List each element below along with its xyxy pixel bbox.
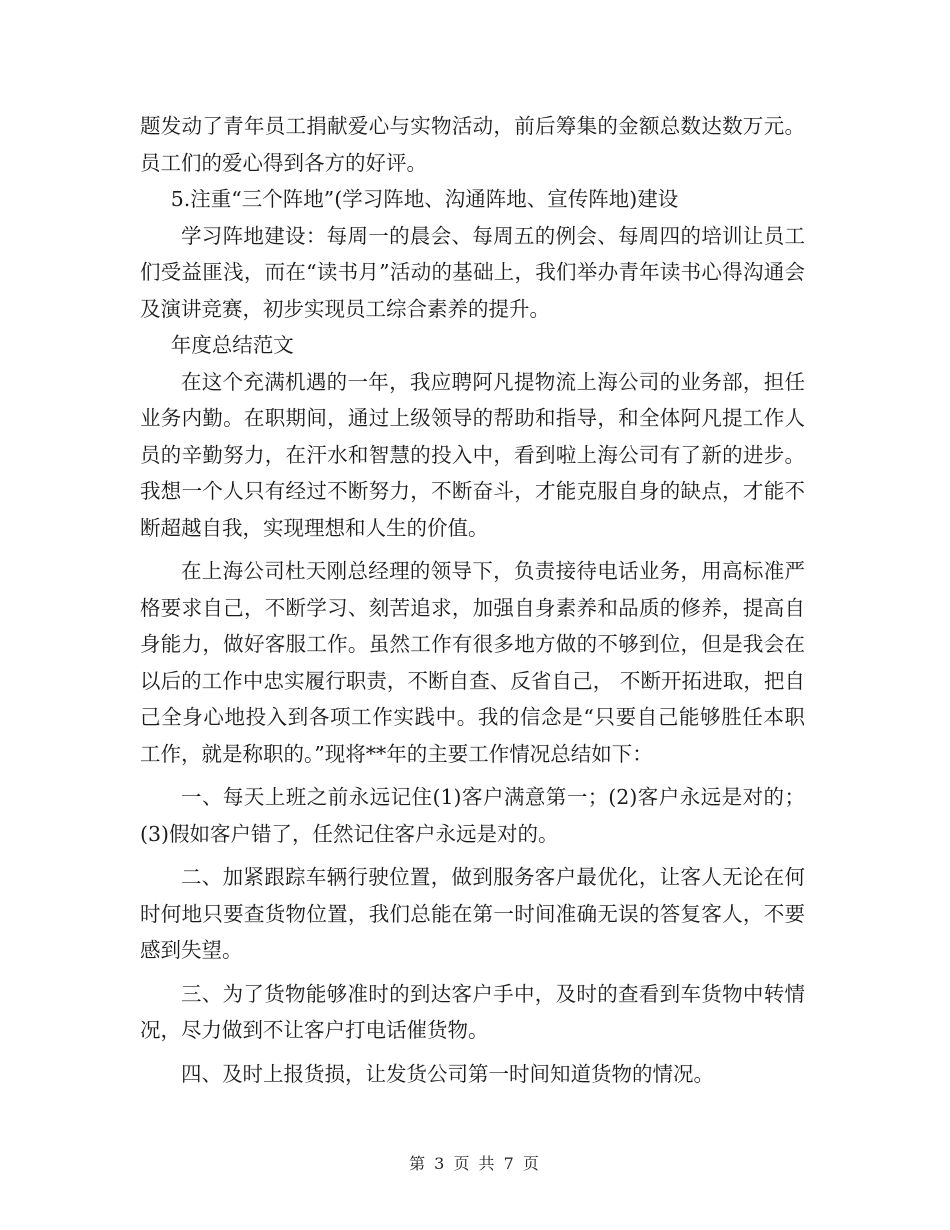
section-heading-three-fronts: 5.注重“三个阵地”(学习阵地、沟通阵地、宣传阵地)建设 [170, 187, 679, 211]
paragraph-item-three: 三、为了货物能够准时的到达客户手中，及时的查看到车货物中转情况，尽力做到不让客户打电话催货物。 [140, 981, 805, 1042]
paragraph-donation-summary: 题发动了青年员工捐献爱心与实物活动，前后筹集的金额总数达数万元。员工们的爱心得到各方的好评。 [140, 114, 805, 175]
document-body [140, 108, 805, 1092]
page-number-footer: 第 3 页 共 7 页 [409, 1154, 541, 1173]
paragraph-item-four: 四、及时上报货损，让发货公司第一时间知道货物的情况。 [181, 1061, 714, 1086]
paragraph-leadership: 在上海公司杜天刚总经理的领导下，负责接待电话业务，用高标准严格要求自己，不断学习、刻苦追求，加强自身素养和品质的修养，提高自身能力，做好客服工作。虽然工作有很多地方做的不够到位，但是我会在以后的工作中忠实履行职责，不断自查、反省自己， 不断开拓进取，把自己全身心地投入到各项工作实践中。我的信念是“只要自己能够胜任本职工作，就是称职的。”现将**年的主要工作情况总结如下： [140, 559, 805, 766]
paragraph-learning-front: 学习阵地建设：每周一的晨会、每周五的例会、每周四的培训让员工们受益匪浅，而在“读书月”活动的基础上，我们举办青年读书心得沟通会及演讲竞赛，初步实现员工综合素养的提升。 [140, 223, 805, 321]
paragraph-item-one: 一、每天上班之前永远记住(1)客户满意第一；(2)客户永远是对的；(3)假如客户错了，任然记住客户永远是对的。 [140, 785, 805, 846]
paragraph-introduction: 在这个充满机遇的一年，我应聘阿凡提物流上海公司的业务部，担任业务内勤。在职期间，通过上级领导的帮助和指导，和全体阿凡提工作人员的辛勤努力，在汗水和智慧的投入中，看到啦上海公司有了新的进步。我想一个人只有经过不断努力，不断奋斗，才能克服自身的缺点，才能不断超越自我，实现理想和人生的价值。 [140, 369, 805, 540]
section-heading-annual-summary: 年度总结范文 [170, 333, 294, 357]
paragraph-item-two: 二、加紧跟踪车辆行驶位置，做到服务客户最优化，让客人无论在何时何地只要查货物位置，我们总能在第一时间准确无误的答复客人，不要感到失望。 [140, 865, 805, 962]
